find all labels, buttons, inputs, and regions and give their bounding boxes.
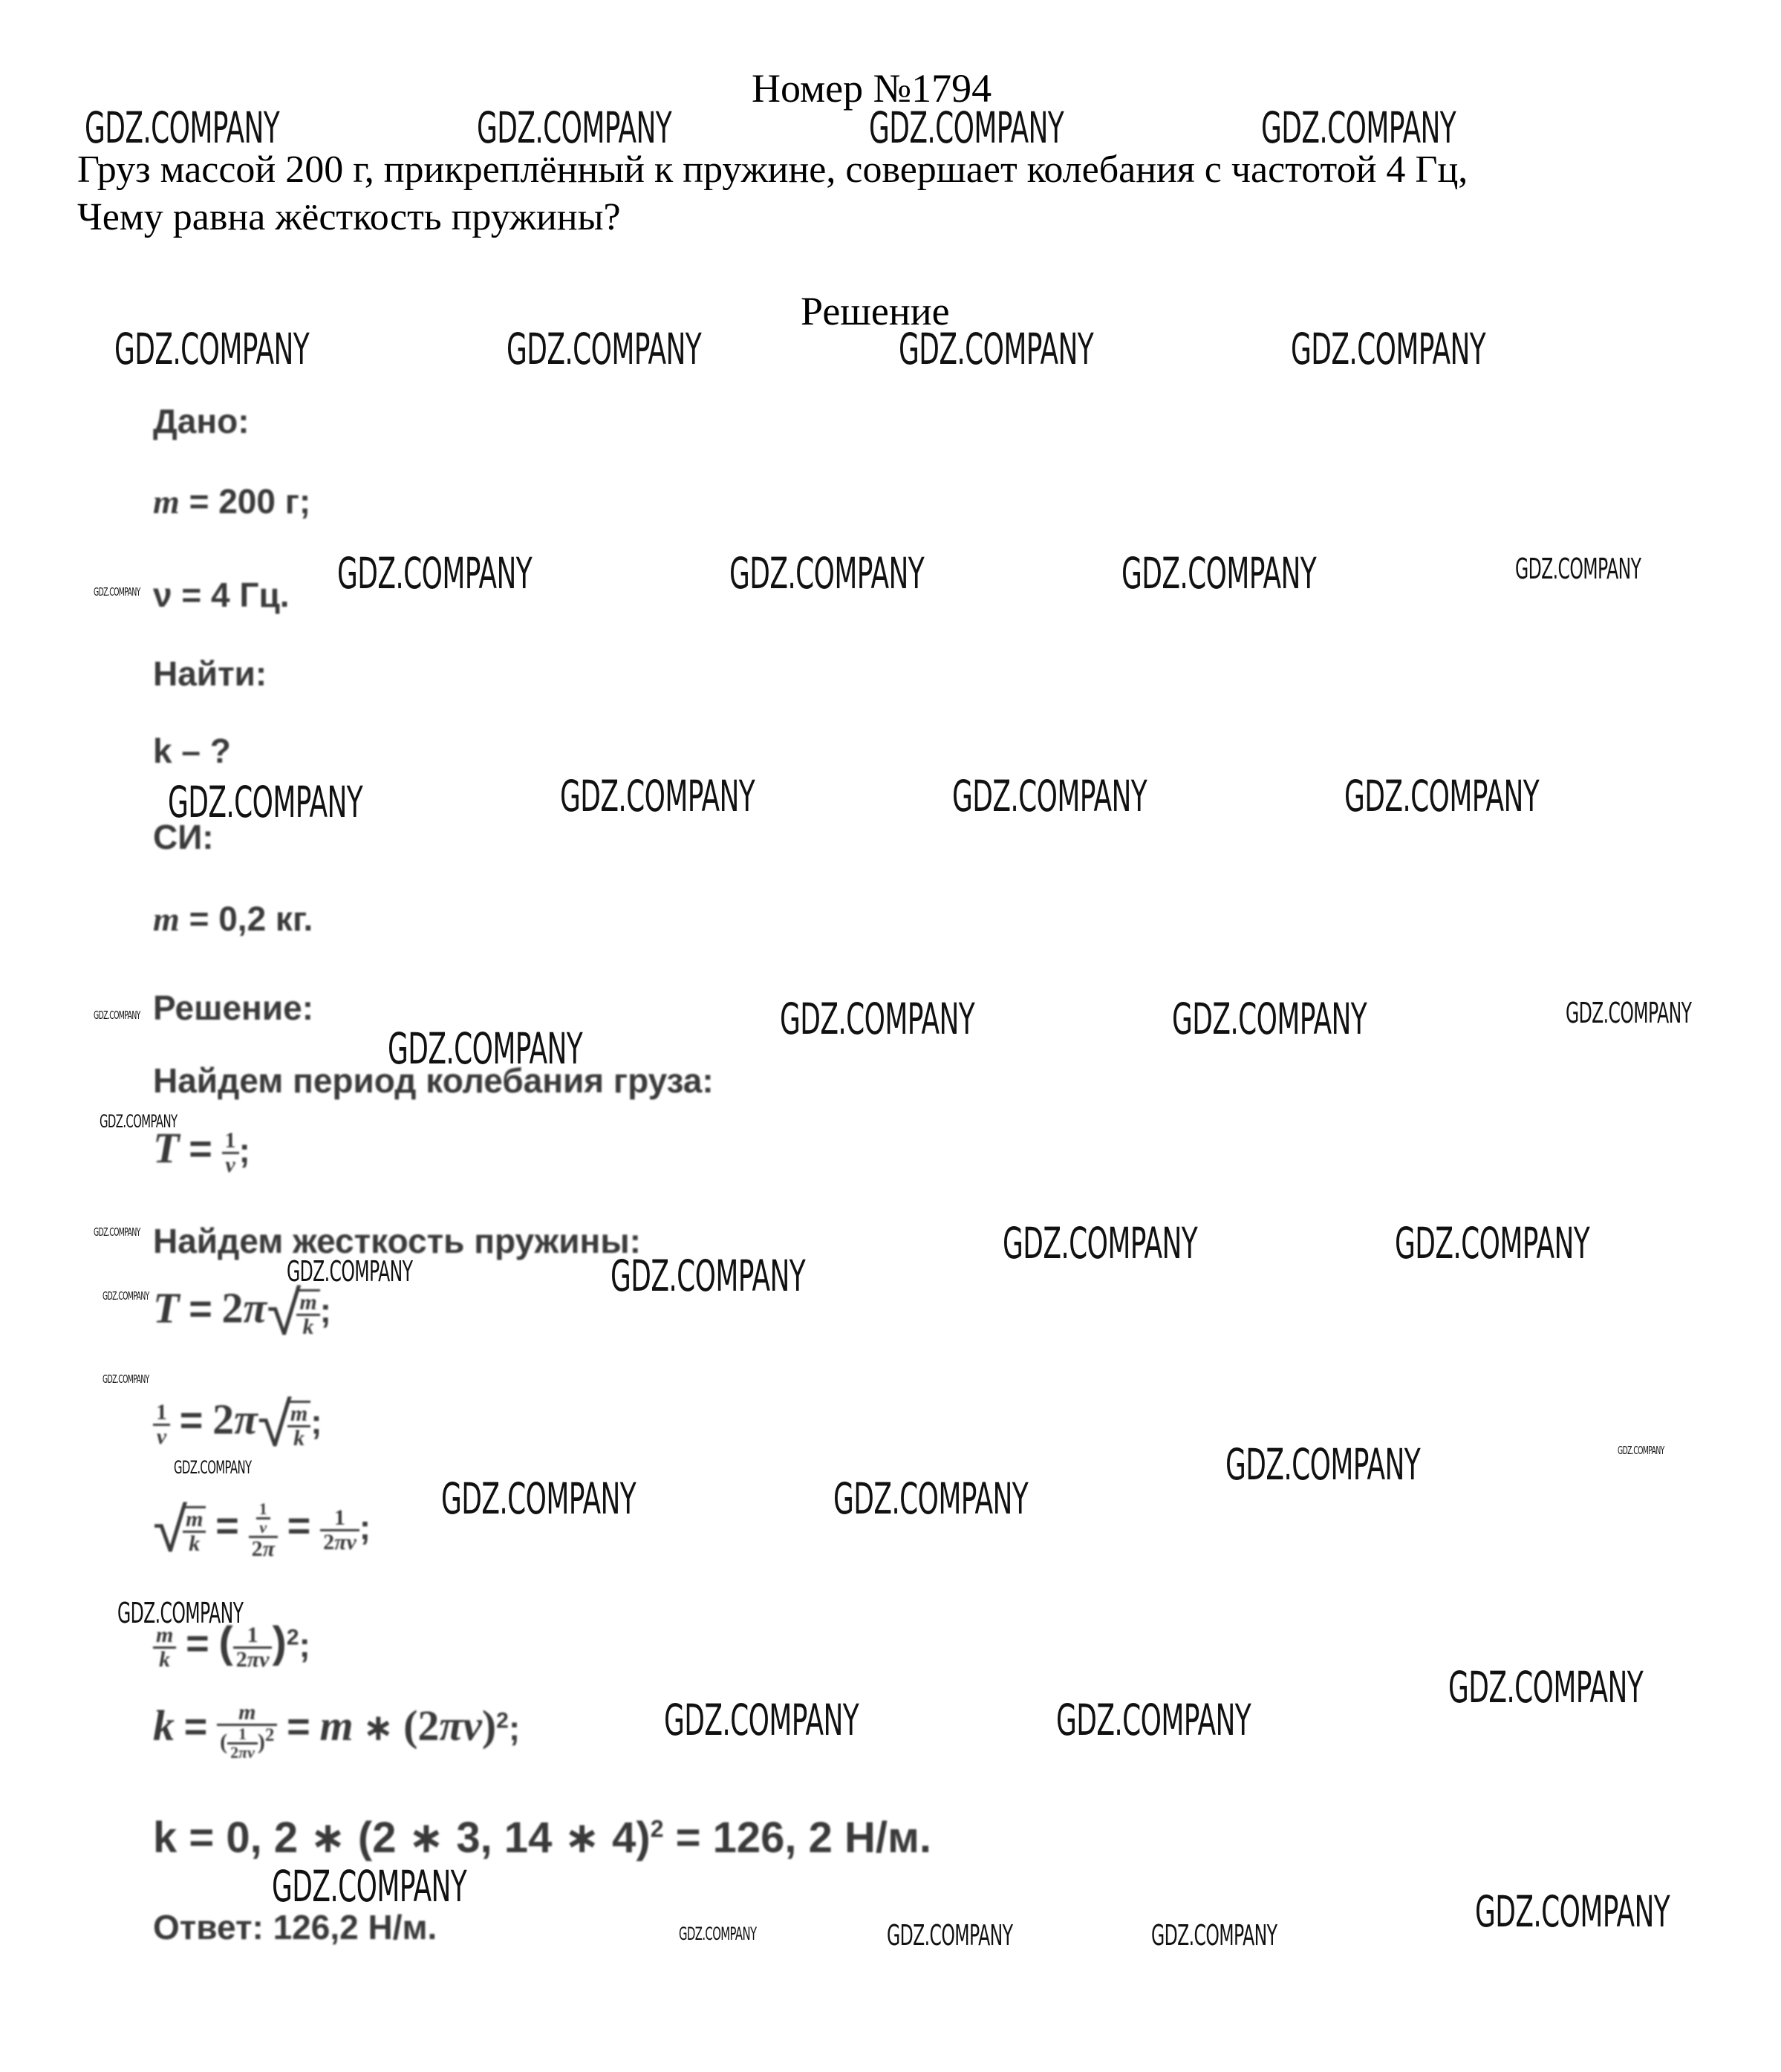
si-mass-value: = 0,2 кг. bbox=[189, 899, 313, 938]
task-text-line-1: Груз массой 200 г, прикреплённый к пружине, совершает колебания с частотой 4 Гц, bbox=[77, 149, 1468, 191]
watermark: GDZ.COMPANY bbox=[899, 324, 1094, 374]
watermark: GDZ.COMPANY bbox=[507, 324, 702, 374]
page-title: Номер №1794 bbox=[752, 66, 992, 111]
watermark: GDZ.COMPANY bbox=[102, 1289, 149, 1303]
watermark: GDZ.COMPANY bbox=[560, 771, 755, 821]
si-label: СИ: bbox=[153, 818, 214, 856]
formula-equality: $\frac{1}{\nu}$ = 2π√ $\frac{m}{k}$ ; bbox=[153, 1389, 322, 1461]
find-stiffness: k – ? bbox=[153, 732, 231, 770]
watermark: GDZ.COMPANY bbox=[1056, 1695, 1251, 1745]
given-mass-value: = 200 г; bbox=[189, 482, 311, 521]
watermark: GDZ.COMPANY bbox=[833, 1473, 1029, 1524]
watermark: GDZ.COMPANY bbox=[477, 102, 672, 153]
watermark: GDZ.COMPANY bbox=[611, 1251, 806, 1301]
watermark: GDZ.COMPANY bbox=[272, 1861, 467, 1912]
watermark: GDZ.COMPANY bbox=[94, 1225, 140, 1239]
watermark: GDZ.COMPANY bbox=[729, 548, 925, 599]
watermark: GDZ.COMPANY bbox=[1395, 1218, 1590, 1268]
given-mass-var: m bbox=[153, 483, 180, 521]
watermark: GDZ.COMPANY bbox=[952, 771, 1147, 821]
formula-period: T = $\frac{1}{\nu}$ ; bbox=[153, 1124, 250, 1178]
watermark: GDZ.COMPANY bbox=[174, 1457, 252, 1478]
calc-exponent: 2 bbox=[650, 1815, 664, 1843]
watermark: GDZ.COMPANY bbox=[869, 102, 1064, 153]
watermark: GDZ.COMPANY bbox=[100, 1111, 178, 1132]
watermark: GDZ.COMPANY bbox=[1344, 771, 1540, 821]
stiffness-text: Найдем жесткость пружины: bbox=[153, 1222, 641, 1260]
watermark: GDZ.COMPANY bbox=[1515, 553, 1641, 585]
calc-line: k = 0, 2 ∗ (2 ∗ 3, 14 ∗ 4) bbox=[153, 1814, 651, 1862]
given-label: Дано: bbox=[153, 402, 250, 440]
watermark: GDZ.COMPANY bbox=[1151, 1919, 1277, 1952]
formula-sqrt: √ $\frac{m}{k}$ = $\frac{\frac{1}{\nu}}{2\pi}$ = $\frac{1}{2\pi\nu}$ ; bbox=[153, 1495, 371, 1565]
watermark: GDZ.COMPANY bbox=[679, 1923, 757, 1944]
watermark: GDZ.COMPANY bbox=[337, 548, 533, 599]
watermark: GDZ.COMPANY bbox=[85, 102, 280, 153]
formula-calculation bbox=[153, 1812, 931, 1863]
watermark: GDZ.COMPANY bbox=[664, 1695, 859, 1745]
watermark: GDZ.COMPANY bbox=[114, 324, 310, 374]
answer: Ответ: 126,2 Н/м. bbox=[153, 1908, 437, 1946]
watermark: GDZ.COMPANY bbox=[780, 994, 975, 1044]
watermark: GDZ.COMPANY bbox=[1291, 324, 1486, 374]
si-mass bbox=[153, 899, 313, 939]
watermark: GDZ.COMPANY bbox=[1475, 1886, 1670, 1937]
watermark: GDZ.COMPANY bbox=[1448, 1662, 1644, 1713]
watermark: GDZ.COMPANY bbox=[1261, 102, 1456, 153]
watermark: GDZ.COMPANY bbox=[388, 1023, 583, 1074]
formula-squared: $\frac{m}{k}$ = ( $\frac{1}{2\pi\nu}$ )$^2$; bbox=[153, 1617, 310, 1671]
watermark: GDZ.COMPANY bbox=[887, 1919, 1013, 1952]
watermark: GDZ.COMPANY bbox=[102, 1372, 149, 1386]
watermark: GDZ.COMPANY bbox=[94, 585, 140, 599]
formula-stiffness: k = m ( $\frac{1}{2\pi\nu}$ )$^2$ = m ∗ $(2\pi\nu)^2$; bbox=[153, 1699, 521, 1762]
watermark: GDZ.COMPANY bbox=[287, 1255, 413, 1288]
solve-label: Решение: bbox=[153, 988, 314, 1027]
watermark: GDZ.COMPANY bbox=[441, 1473, 636, 1524]
watermark: GDZ.COMPANY bbox=[94, 1009, 140, 1022]
task-text-line-2: Чему равна жёсткость пружины? bbox=[77, 196, 621, 238]
watermark: GDZ.COMPANY bbox=[1003, 1218, 1198, 1268]
si-mass-var: m bbox=[153, 900, 180, 938]
find-label: Найти: bbox=[153, 654, 267, 693]
given-frequency: ν = 4 Гц. bbox=[153, 576, 290, 614]
watermark: GDZ.COMPANY bbox=[1225, 1439, 1421, 1490]
watermark: GDZ.COMPANY bbox=[1172, 994, 1367, 1044]
given-mass bbox=[153, 481, 310, 521]
watermark: GDZ.COMPANY bbox=[117, 1597, 244, 1629]
watermark: GDZ.COMPANY bbox=[168, 777, 363, 827]
solution-heading: Решение bbox=[801, 289, 950, 333]
watermark: GDZ.COMPANY bbox=[1618, 1444, 1664, 1457]
watermark: GDZ.COMPANY bbox=[1566, 997, 1692, 1029]
formula-period-spring: T = 2π√ $\frac{m}{k}$ ; bbox=[153, 1278, 331, 1348]
period-text: Найдем период колебания груза: bbox=[153, 1061, 714, 1100]
watermark: GDZ.COMPANY bbox=[1121, 548, 1317, 599]
calc-result: = 126, 2 Н/м. bbox=[663, 1814, 932, 1862]
